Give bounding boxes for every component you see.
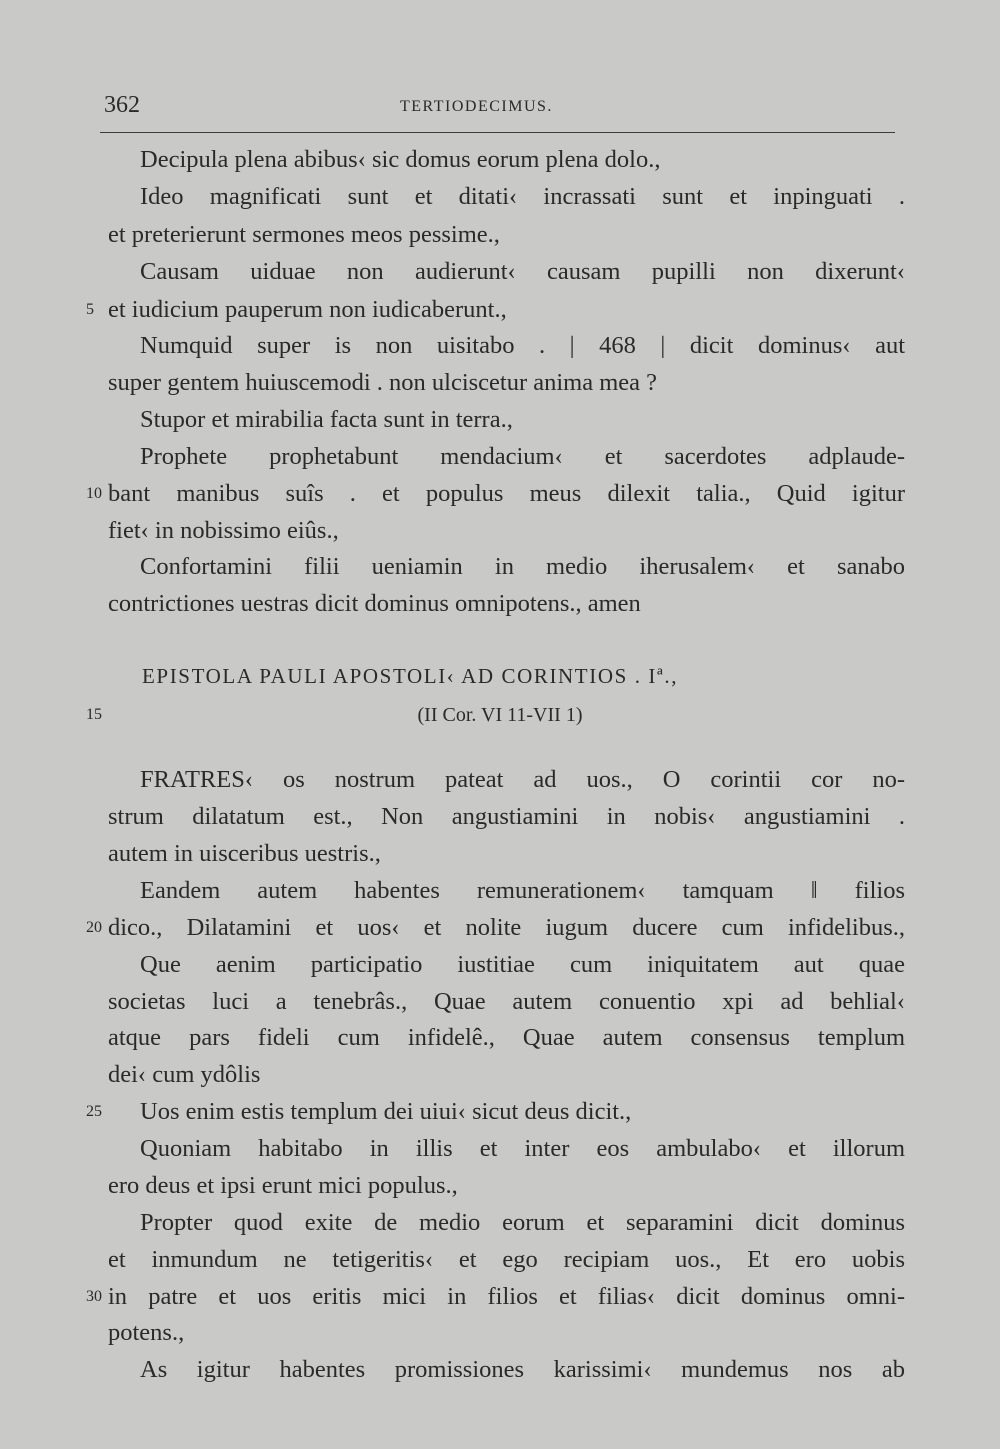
section-subheading: (II Cor. VI 11-VII 1) — [417, 704, 583, 726]
text-line: Decipula plena abibus‹ sic domus eorum plena dolo., — [140, 146, 661, 173]
text-line: in patre et uos eritis mici in filios et filias‹ dicit dominus omni- — [108, 1283, 905, 1310]
text-line: Stupor et mirabilia facta sunt in terra., — [140, 406, 513, 433]
text-line: et inmundum ne tetigeritis‹ et ego recipiam uos., Et ero uobis — [108, 1246, 905, 1273]
text-line: Eandem autem habentes remunerationem‹ tamquam ‖ filios — [140, 877, 905, 904]
text-line: contrictiones uestras dicit dominus omnipotens., amen — [108, 590, 641, 617]
line-number: 25 — [86, 1103, 102, 1120]
text-line: Uos enim estis templum dei uiui‹ sicut deus dicit., — [140, 1098, 632, 1125]
line-number: 20 — [86, 919, 102, 936]
text-line: et iudicium pauperum non iudicaberunt., — [108, 296, 507, 323]
text-line: super gentem huiuscemodi . non ulciscetur anima mea ? — [108, 369, 658, 396]
text-line: bant manibus suîs . et populus meus dilexit talia., Quid igitur — [108, 480, 905, 507]
line-number: 10 — [86, 485, 102, 502]
text-line: societas luci a tenebrâs., Quae autem conuentio xpi ad behlial‹ — [108, 988, 905, 1015]
page-number: 362 — [104, 92, 140, 118]
page-header — [100, 92, 895, 133]
text-line: Confortamini filii ueniamin in medio iherusalem‹ et sanabo — [140, 553, 905, 580]
text-line: dei‹ cum ydôlis — [108, 1061, 261, 1088]
text-line: Que aenim participatio iustitiae cum iniquitatem aut quae — [140, 951, 905, 978]
text-line: Causam uiduae non audierunt‹ causam pupilli non dixerunt‹ — [140, 258, 905, 285]
running-title: TERTIODECIMUS. — [400, 98, 553, 115]
text-line: fiet‹ in nobissimo eiûs., — [108, 517, 339, 544]
text-line: Propter quod exite de medio eorum et separamini dicit dominus — [140, 1209, 905, 1236]
text-line: ero deus et ipsi erunt mici populus., — [108, 1172, 458, 1199]
text-line: potens., — [108, 1319, 185, 1346]
text-line: Numquid super is non uisitabo . | 468 | dicit dominus‹ aut — [140, 332, 905, 359]
line-number: 30 — [86, 1288, 102, 1305]
line-number: 5 — [86, 301, 94, 318]
section-heading: EPISTOLA PAULI APOSTOLI‹ AD CORINTIOS . Iª., — [142, 664, 679, 688]
text-line: autem in uisceribus uestris., — [108, 840, 381, 867]
text-line: Ideo magnificati sunt et ditati‹ incrassati sunt et inpinguati . — [140, 183, 905, 210]
text-line: Quoniam habitabo in illis et inter eos ambulabo‹ et illorum — [140, 1135, 905, 1162]
text-line: As igitur habentes promissiones karissimi‹ mundemus nos ab — [140, 1356, 905, 1383]
text-line: dico., Dilatamini et uos‹ et nolite iugum ducere cum infidelibus., — [108, 914, 905, 941]
text-line: strum dilatatum est., Non angustiamini in nobis‹ angustiamini . — [108, 803, 905, 830]
text-line: et preterierunt sermones meos pessime., — [108, 221, 500, 248]
text-line: FRATRES‹ os nostrum pateat ad uos., O corintii cor no- — [140, 766, 905, 793]
text-line: atque pars fideli cum infidelê., Quae autem consensus templum — [108, 1024, 905, 1051]
line-number: 15 — [86, 706, 102, 723]
text-line: Prophete prophetabunt mendacium‹ et sacerdotes adplaude- — [140, 443, 905, 470]
